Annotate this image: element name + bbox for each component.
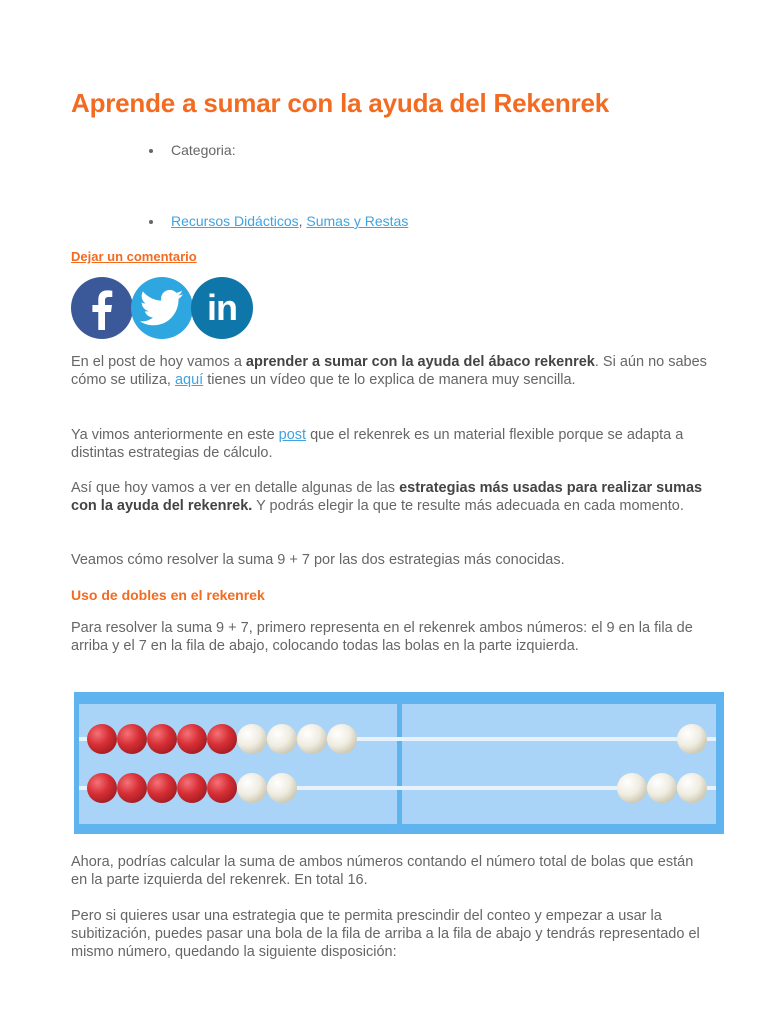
abacus-bead-red [207,773,237,803]
abacus-bead-white [677,724,707,754]
section-heading: Uso de dobles en el rekenrek [71,587,265,603]
abacus-bead-red [147,724,177,754]
category-label: Categoria: [147,141,236,159]
paragraph-previous-post [71,426,711,462]
abacus-panel-left [79,704,397,824]
abacus-bead-white [617,773,647,803]
rekenrek-abacus-image [74,692,724,834]
twitter-icon [140,289,184,327]
paragraph-example: Veamos cómo resolver la suma 9 + 7 por las dos estrategias más conocidas. [71,552,565,568]
text: que el rekenrek es un material flexible porque se adapta a distintas estrategias de cálculo. [71,427,684,461]
twitter-share-button[interactable] [131,277,193,339]
leave-comment-link[interactable]: Dejar un comentario [71,249,197,264]
paragraph-strategies [71,479,711,515]
facebook-share-button[interactable] [71,277,133,339]
abacus-bead-white [267,773,297,803]
paragraph-intro [71,353,711,389]
social-share-bar [71,277,255,341]
video-link[interactable]: aquí [174,372,204,388]
abacus-bead-white [267,724,297,754]
abacus-bead-white [647,773,677,803]
category-link-sumas[interactable]: Sumas y Restas [306,213,409,229]
bold-text: aprender a sumar con la ayuda del ábaco rekenrek [245,354,595,370]
abacus-bead-red [177,773,207,803]
abacus-bead-white [297,724,327,754]
abacus-bead-white [677,773,707,803]
text: Así que hoy vamos a ver en detalle algunas de las [71,480,400,496]
abacus-bead-red [177,724,207,754]
abacus-bead-red [117,724,147,754]
abacus-bead-red [117,773,147,803]
text: Y podrás elegir la que te resulte más adecuada en cada momento. [252,498,684,514]
abacus-divider [397,704,402,824]
abacus-bead-white [237,724,267,754]
abacus-panel-right [402,704,716,824]
text: tienes un vídeo que te lo explica de manera muy sencilla. [203,372,576,388]
text: En el post de hoy vamos a [71,354,246,370]
abacus-bead-red [207,724,237,754]
paragraph-instructions: Para resolver la suma 9 + 7, primero representa en el rekenrek ambos números: el 9 en la fila de arriba y el 7 en la fila de abajo, colocando todas las bolas en la parte izquierda. [71,620,693,654]
category-item [147,212,408,230]
paragraph-total: Ahora, podrías calcular la suma de ambos números contando el número total de bolas que están en la parte izquierda del rekenrek. En total 16. [71,854,694,888]
abacus-bead-white [237,773,267,803]
page-title: Aprende a sumar con la ayuda del Rekenrek [71,88,610,118]
category-link-recursos[interactable]: Recursos Didácticos [171,213,299,229]
paragraph-subitization: Pero si quieres usar una estrategia que te permita prescindir del conteo y empezar a usar la subitización, puedes pasar una bola de la fila de arriba a la fila de abajo y tendrás representado el mismo número, quedando la siguiente disposición: [71,908,700,960]
category-separator: , [298,213,303,229]
category-list [147,212,408,230]
text: Ya vimos anteriormente en este [71,427,279,443]
linkedin-share-button[interactable] [191,277,253,339]
abacus-bead-red [87,724,117,754]
facebook-icon [82,286,122,330]
bold-text: estrategias más usadas para realizar sumas con la ayuda del rekenrek. [71,480,703,514]
abacus-bead-white [327,724,357,754]
linkedin-icon: in [207,287,237,328]
abacus-bead-red [147,773,177,803]
category-label-list [147,141,236,159]
text: . Si aún no sabes cómo se utiliza, [71,354,707,388]
post-link[interactable]: post [278,427,307,443]
abacus-bead-red [87,773,117,803]
